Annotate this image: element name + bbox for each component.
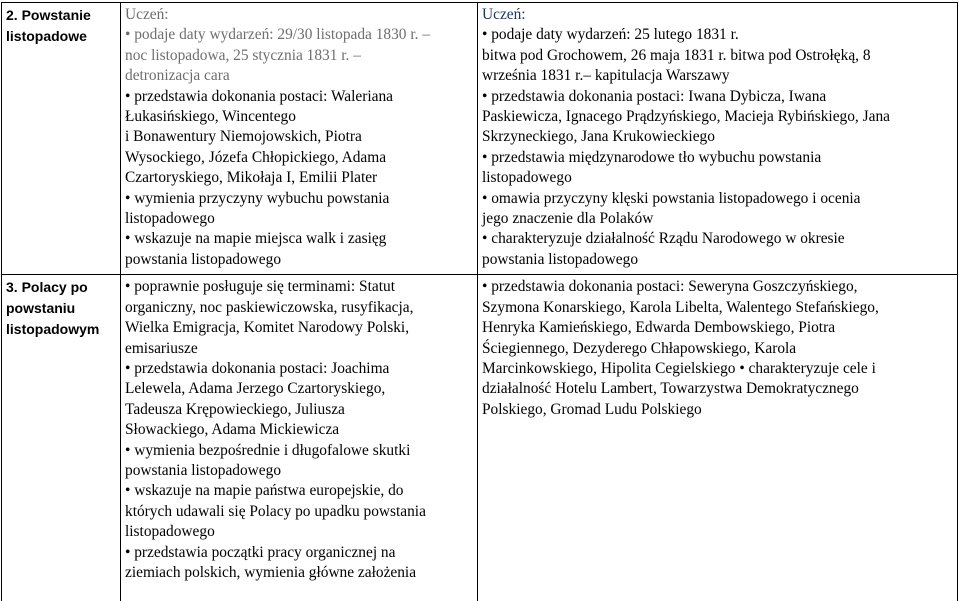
requirement-line: Henryka Kamieńskiego, Edwarda Dembowskiego, Piotra bbox=[482, 319, 836, 337]
requirement-line: • poprawnie posługuje się terminami: Statut bbox=[125, 278, 395, 296]
requirement-line: • przedstawia początki pracy organicznej na bbox=[125, 543, 396, 561]
requirement-line: powstania listopadowego bbox=[125, 250, 282, 268]
requirement-line: • wskazuje na mapie państwa europejskie, do bbox=[125, 482, 404, 500]
extended-requirements-cell bbox=[478, 3, 958, 275]
requirement-line: listopadowego bbox=[482, 169, 572, 187]
topic-line: listopadowym bbox=[6, 321, 100, 338]
requirement-line: ziemiach polskich, wymienia główne założenia bbox=[125, 563, 417, 581]
requirement-line: których udawali się Polacy po upadku powstania bbox=[125, 502, 426, 520]
requirement-line: • charakteryzuje działalność Rządu Narodowego w okresie bbox=[482, 230, 845, 248]
requirement-line: Czartoryskiego, Mikołaja I, Emilii Plater bbox=[125, 169, 378, 187]
requirement-line: • podaje daty wydarzeń: 29/30 listopada 1830 r. – bbox=[125, 26, 431, 44]
requirement-line: Lelewela, Adama Jerzego Czartoryskiego, bbox=[125, 380, 386, 398]
requirement-line: Ściegiennego, Dezyderego Chłapowskiego, Karola bbox=[482, 339, 797, 357]
topic-line: 2. Powstanie bbox=[6, 7, 91, 23]
requirement-line: • podaje daty wydarzeń: 25 lutego 1831 r. bbox=[482, 26, 739, 44]
requirement-line: powstania listopadowego bbox=[125, 461, 282, 479]
requirement-line: detronizacja cara bbox=[125, 67, 230, 85]
requirement-line: września 1831 r.– kapitulacja Warszawy bbox=[482, 67, 730, 85]
topic-cell bbox=[2, 275, 121, 601]
requirement-line: • wymienia bezpośrednie i długofalowe skutki bbox=[125, 441, 411, 459]
requirement-line: Skrzyneckiego, Jana Krukowieckiego bbox=[482, 128, 715, 146]
topic-cell bbox=[2, 3, 121, 275]
requirement-line: Łukasińskiego, Wincentego bbox=[125, 108, 296, 126]
requirement-line: powstania listopadowego bbox=[482, 250, 639, 268]
requirement-line: jego znaczenie dla Polaków bbox=[482, 210, 654, 228]
requirement-line: i Bonawentury Niemojowskich, Piotra bbox=[125, 128, 362, 146]
requirement-line: Słowackiego, Adama Mickiewicza bbox=[125, 421, 340, 439]
requirement-line: • omawia przyczyny klęski powstania listopadowego i ocenia bbox=[482, 189, 861, 207]
requirement-line: Wielka Emigracja, Komitet Narodowy Polski, bbox=[125, 319, 410, 337]
table-row bbox=[2, 3, 958, 275]
requirement-line: • przedstawia dokonania postaci: Iwana Dybicza, Iwana bbox=[482, 87, 827, 105]
student-heading: Uczeń: bbox=[482, 6, 526, 23]
requirement-line: Wysockiego, Józefa Chłopickiego, Adama bbox=[125, 148, 387, 166]
requirement-line: • wskazuje na mapie miejsca walk i zasięg bbox=[125, 230, 387, 248]
table-row bbox=[2, 275, 958, 601]
requirement-line: bitwa pod Grochowem, 26 maja 1831 r. bitwa pod Ostrołęką, 8 bbox=[482, 46, 871, 64]
requirement-line: • przedstawia dokonania postaci: Seweryna Goszczyńskiego, bbox=[482, 278, 858, 296]
requirement-line: listopadowego bbox=[125, 523, 215, 541]
curriculum-table bbox=[1, 2, 958, 601]
requirement-line: • przedstawia międzynarodowe tło wybuchu powstania bbox=[482, 148, 822, 166]
requirement-line: organiczny, noc paskiewiczowska, rusyfikacja, bbox=[125, 298, 414, 316]
requirement-line: Szymona Konarskiego, Karola Libelta, Walentego Stefańskiego, bbox=[482, 298, 879, 316]
topic-line: powstaniu bbox=[6, 300, 76, 317]
requirement-line: listopadowego bbox=[125, 210, 215, 228]
requirement-line: • wymienia przyczyny wybuchu powstania bbox=[125, 189, 390, 207]
basic-requirements-cell bbox=[121, 3, 478, 275]
requirement-line: emisariusze bbox=[125, 339, 198, 357]
basic-requirements-cell bbox=[121, 275, 478, 601]
requirement-line: • przedstawia dokonania postaci: Waleriana bbox=[125, 87, 393, 105]
requirement-line: Paskiewicza, Ignacego Prądzyńskiego, Macieja Rybińskiego, Jana bbox=[482, 108, 890, 126]
requirement-line: działalność Hotelu Lambert, Towarzystwa Demokratycznego bbox=[482, 380, 859, 398]
topic-line: listopadowe bbox=[6, 28, 87, 44]
requirement-line: Marcinkowskiego, Hipolita Cegielskiego • charakteryzuje cele i bbox=[482, 359, 876, 377]
requirement-line: • przedstawia dokonania postaci: Joachima bbox=[125, 359, 390, 377]
requirement-line: Polskiego, Gromad Ludu Polskiego bbox=[482, 400, 702, 418]
topic-line: 3. Polacy po bbox=[6, 279, 88, 296]
requirement-line: noc listopadowa, 25 stycznia 1831 r. – bbox=[125, 46, 361, 64]
requirement-line: Tadeusza Krępowieckiego, Juliusza bbox=[125, 400, 345, 418]
extended-requirements-cell bbox=[478, 275, 958, 601]
student-heading: Uczeń: bbox=[125, 6, 169, 23]
